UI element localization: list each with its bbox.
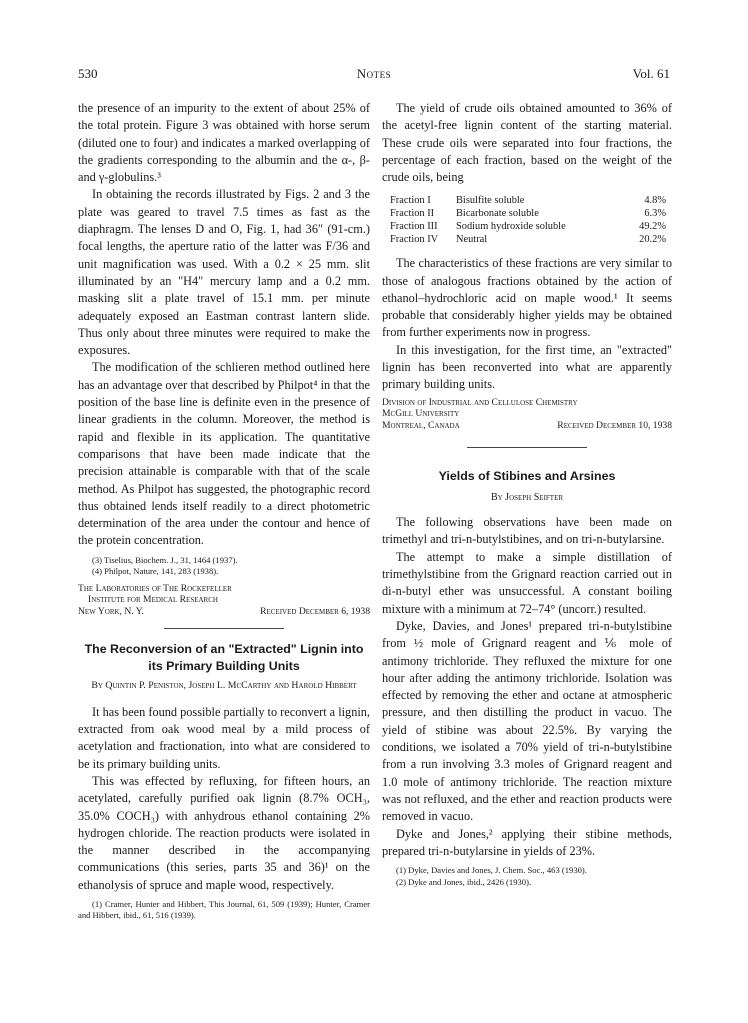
footnote: (3) Tiselius, Biochem. J., 31, 1464 (1937).	[92, 554, 238, 565]
fraction-description: Bisulfite soluble	[456, 195, 525, 207]
footnote: (1) Dyke, Davies and Jones, J. Chem. Soc., 463 (1930).	[396, 865, 587, 876]
paragraph: The following observations have been made on trimethyl and tri-n-butylstibines, and on tri-n-butylarsine.	[382, 515, 672, 547]
paragraph: In obtaining the records illustrated by Figs. 2 and 3 the plate was geared to travel 7.5 times as fast as the diaphragm. The lenses D and O, Fig. 1, had 36″ (91-cm.) focal lengths, the aperture ratio of the latter was F/36 and unit magnification was used. With a 0.2 × 25 mm. slit illuminated by an "H4" mercury lamp and a 0.2 mm. masking slit a plate travel of 15.1 mm. per minute adequately exposed an Eastman contrast lantern slide. Thus only about three minutes were required to make the exposures.	[78, 187, 370, 358]
paragraph: Dyke and Jones,² applying their stibine methods, prepared tri-n-butylarsine in yields of 23%.	[382, 826, 672, 858]
fraction-name: Fraction II	[390, 208, 435, 220]
volume-label: Vol. 61	[632, 66, 670, 81]
affiliation-line: Division of Industrial and Cellulose Chemistry	[382, 396, 578, 408]
received-date: Received December 6, 1938	[260, 605, 370, 617]
fraction-percent: 20.2%	[639, 233, 666, 245]
page-number: 530	[78, 66, 98, 81]
footnote: (1) Cramer, Hunter and Hibbert, This Journal, 61, 509 (1939); Hunter, Cramer and Hibbert, ibid., 61, 516 (1939).	[78, 898, 370, 921]
fraction-description: Sodium hydroxide soluble	[456, 220, 566, 232]
received-date: Received December 10, 1938	[557, 419, 672, 431]
fraction-description: Bicarbonate soluble	[456, 208, 539, 220]
affiliation-line: New York, N. Y.	[78, 605, 144, 617]
table-row	[390, 208, 666, 221]
paragraph: In this investigation, for the first time, an "extracted" lignin has been reconverted into what are apparently primary building units.	[382, 342, 672, 392]
paragraph: The modification of the schlieren method outlined here has an advantage over that described by Philpot⁴ in that the position of the base line is definite even in the presence of linear gradients in the column. Moreover, the method is rapid and flexible in its application. The quantitative comparisons that have been made indicate that the precision attainable is comparable with that of the scale method. As Philpot has suggested, the photographic record thus obtained lends itself readily to a direct photometric determination of the area under the contour and hence of the protein concentration.	[78, 360, 370, 548]
paragraph: Dyke, Davies, and Jones¹ prepared tri-n-butylstibine from ½ mole of Grignard reagent and ⅙ mole of antimony trichloride. They refluxed the mixture for one hour after adding the antimony trichloride. Isolation was effected by removing the ether and octane at atmospheric pressure, and then distilling the product in vacuo. The yield of stibine was about 22.5%. By varying the conditions, we isolated a 70% yield of tri-n-butylstibine from a run involving 3.3 moles of Grignard reagent and 1.0 mole of antimony trichloride. The reaction mixture was not refluxed, and the ether and reaction products were removed in vacuo.	[382, 618, 672, 824]
affiliation	[382, 397, 672, 432]
right-column	[382, 100, 672, 888]
author-line: By Quintin P. Peniston, Joseph L. McCarthy and Harold Hibbert	[91, 680, 357, 692]
affiliation-line: The Laboratories of The Rockefeller	[78, 582, 232, 594]
affiliation-line: Institute for Medical Research	[88, 594, 218, 606]
fraction-percent: 4.8%	[644, 195, 666, 207]
paragraph: The attempt to make a simple distillation of trimethylstibine from the Grignard reaction carried out in di-n-butyl ether was unsuccessful. A constant boiling mixture with a minimum at 72–74° (uncorr.) resulted.	[382, 549, 672, 616]
paragraph: The yield of crude oils obtained amounted to 36% of the acetyl-free lignin content of the starting material. These crude oils were separated into four fractions, the percentage of each fraction, based on the weight of the crude oils, being	[382, 101, 672, 185]
paragraph: the presence of an impurity to the extent of about 25% of the total protein. Figure 3 was obtained with horse serum (diluted one to four) and indicates a marked overlapping of the gradients corresponding to the albumin and the α-, β- and γ-globulins.³	[78, 101, 370, 185]
journal-section: Notes	[356, 66, 392, 81]
running-header	[78, 66, 670, 84]
affiliation-line: McGill University	[382, 408, 460, 420]
section-divider	[164, 628, 284, 629]
table-row	[390, 195, 666, 208]
paragraph: The characteristics of these fractions are very similar to those of analogous fractions obtained by the action of ethanol–hydrochloric acid on maple wood.¹ It seems probable that considerably higher yields may be obtained from further experiments now in progress.	[382, 256, 672, 340]
fraction-name: Fraction I	[390, 195, 431, 207]
author-line: By Joseph Seifter	[490, 492, 564, 504]
fraction-percent: 6.3%	[644, 208, 666, 220]
affiliation	[78, 583, 370, 618]
affiliation-line: Montreal, Canada	[382, 419, 460, 431]
paragraph: This was effected by refluxing, for fifteen hours, an acetylated, carefully purified oak lignin (8.7% OCH₃, 35.0% COCH₃) with anhydrous ethanol containing 2% hydrogen chloride. The reaction products were isolated in the manner described in the accompanying communications (this series, parts 35 and 36)¹ on the ethanolysis of spruce and maple wood, respectively.	[78, 773, 370, 892]
article-title: Yields of Stibines and Arsines	[438, 469, 616, 484]
fraction-percent: 49.2%	[639, 220, 666, 232]
left-column	[78, 100, 370, 922]
footnote: (2) Dyke and Jones, ibid., 2426 (1930).	[396, 876, 532, 887]
fractions-table	[390, 195, 666, 246]
footnotes	[78, 555, 370, 578]
paragraph: It has been found possible partially to reconvert a lignin, extracted from oak wood meal by a mild process of acetylation and fractionation, into what are considered to be its primary building units.	[78, 704, 370, 771]
fraction-description: Neutral	[456, 233, 488, 245]
footnote: (4) Philpot, Nature, 141, 283 (1938).	[92, 566, 219, 577]
section-divider	[467, 447, 587, 448]
fraction-name: Fraction IV	[390, 233, 439, 245]
footnotes	[382, 865, 672, 888]
table-row	[390, 234, 666, 247]
table-row	[390, 221, 666, 234]
article-title: The Reconversion of an "Extracted" Lignin into its Primary Building Units	[84, 642, 364, 674]
fraction-name: Fraction III	[390, 220, 438, 232]
footnotes	[78, 899, 370, 922]
